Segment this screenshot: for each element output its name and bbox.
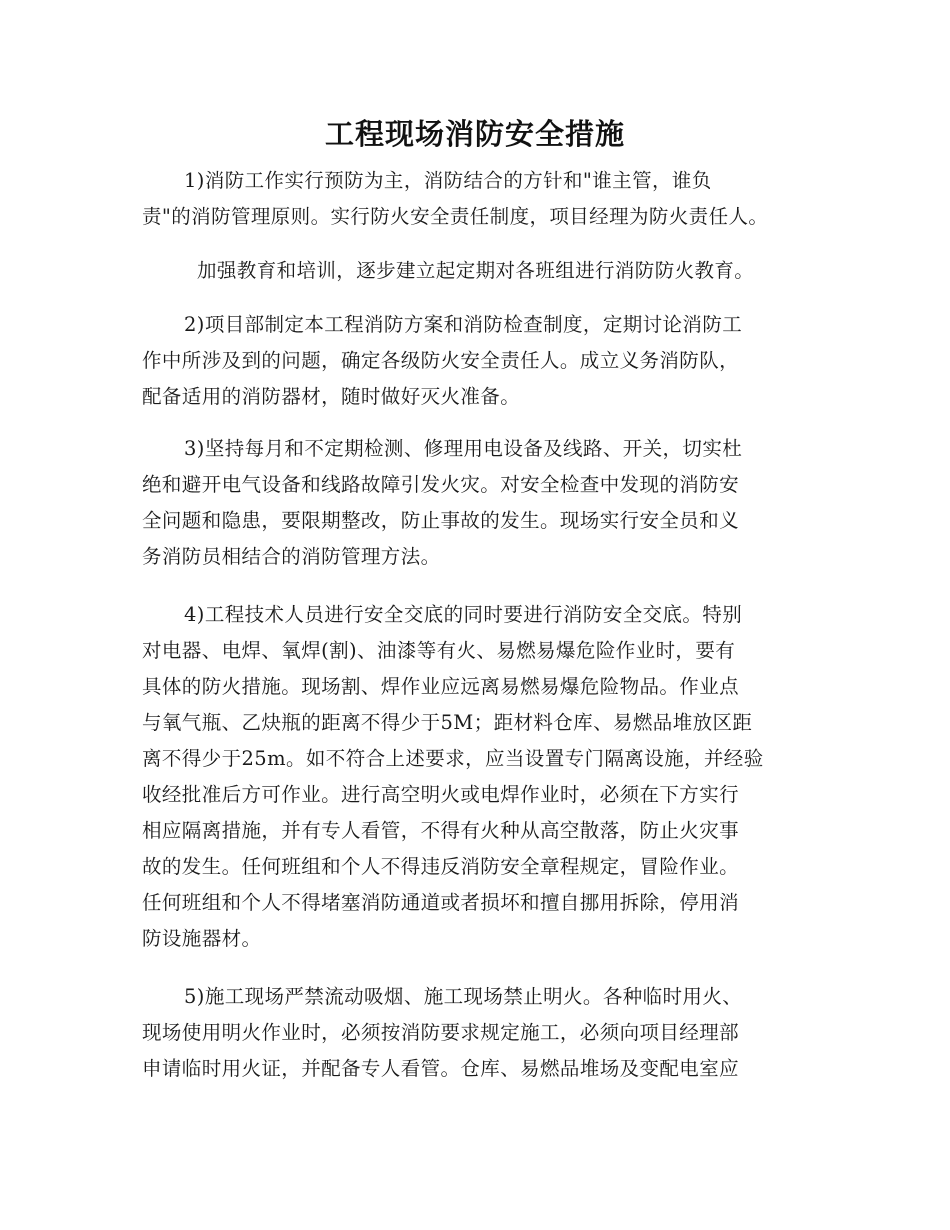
paragraph-line: 现场使用明火作业时，必须按消防要求规定施工，必须向项目经理部: [142, 1021, 740, 1044]
paragraph-2: [142, 253, 812, 289]
paragraph-6: [142, 979, 812, 1087]
paragraph-line: 任何班组和个人不得堵塞消防通道或者损坏和擅自挪用拆除，停用消: [142, 891, 740, 914]
paragraph-4: [142, 431, 812, 575]
paragraph-line: 对电器、电焊、氧焊(割)、油漆等有火、易燃易爆危险作业时，要有: [142, 639, 736, 662]
paragraph-line: 加强教育和培训，逐步建立起定期对各班组进行消防防火教育。: [197, 259, 755, 282]
paragraph-5: [142, 597, 812, 957]
paragraph-line: 离不得少于25m。如不符合上述要求，应当设置专门隔离设施，并经验: [142, 747, 764, 770]
paragraph-line: 申请临时用火证，并配备专人看管。仓库、易燃品堆场及变配电室应: [142, 1057, 740, 1080]
paragraph-line: 故的发生。任何班组和个人不得违反消防安全章程规定，冒险作业。: [142, 855, 740, 878]
paragraph-line: 1)消防工作实行预防为主，消防结合的方针和"谁主管，谁负: [184, 169, 712, 192]
paragraph-line: 具体的防火措施。现场割、焊作业应远离易燃易爆危险物品。作业点: [142, 675, 740, 698]
paragraph-line: 责"的消防管理原则。实行防火安全责任制度，项目经理为防火责任人。: [142, 205, 769, 228]
paragraph-line: 作中所涉及到的问题，确定各级防火安全责任人。成立义务消防队，: [142, 349, 740, 372]
paragraph-3: [142, 307, 812, 415]
paragraph-line: 绝和避开电气设备和线路故障引发火灾。对安全检查中发现的消防安: [142, 473, 740, 496]
paragraph-line: 4)工程技术人员进行安全交底的同时要进行消防安全交底。特别: [184, 603, 743, 626]
paragraph-line: 防设施器材。: [142, 927, 262, 950]
paragraph-line: 2)项目部制定本工程消防方案和消防检查制度，定期讨论消防工: [184, 313, 743, 336]
paragraph-line: 相应隔离措施，并有专人看管，不得有火种从高空散落，防止火灾事: [142, 819, 740, 842]
paragraph-line: 全问题和隐患，要限期整改，防止事故的发生。现场实行安全员和义: [142, 509, 740, 532]
paragraph-1: [142, 163, 812, 235]
paragraph-line: 3)坚持每月和不定期检测、修理用电设备及线路、开关，切实杜: [184, 437, 743, 460]
paragraph-line: 务消防员相结合的消防管理方法。: [142, 545, 441, 568]
paragraph-line: 5)施工现场严禁流动吸烟、施工现场禁止明火。各种临时用火、: [184, 985, 743, 1008]
paragraph-line: 与氧气瓶、乙炔瓶的距离不得少于5M；距材料仓库、易燃品堆放区距: [142, 711, 753, 734]
paragraph-line: 收经批准后方可作业。进行高空明火或电焊作业时，必须在下方实行: [142, 783, 740, 806]
paragraph-line: 配备适用的消防器材，随时做好灭火准备。: [142, 385, 521, 408]
document-title: 工程现场消防安全措施: [324, 117, 625, 151]
